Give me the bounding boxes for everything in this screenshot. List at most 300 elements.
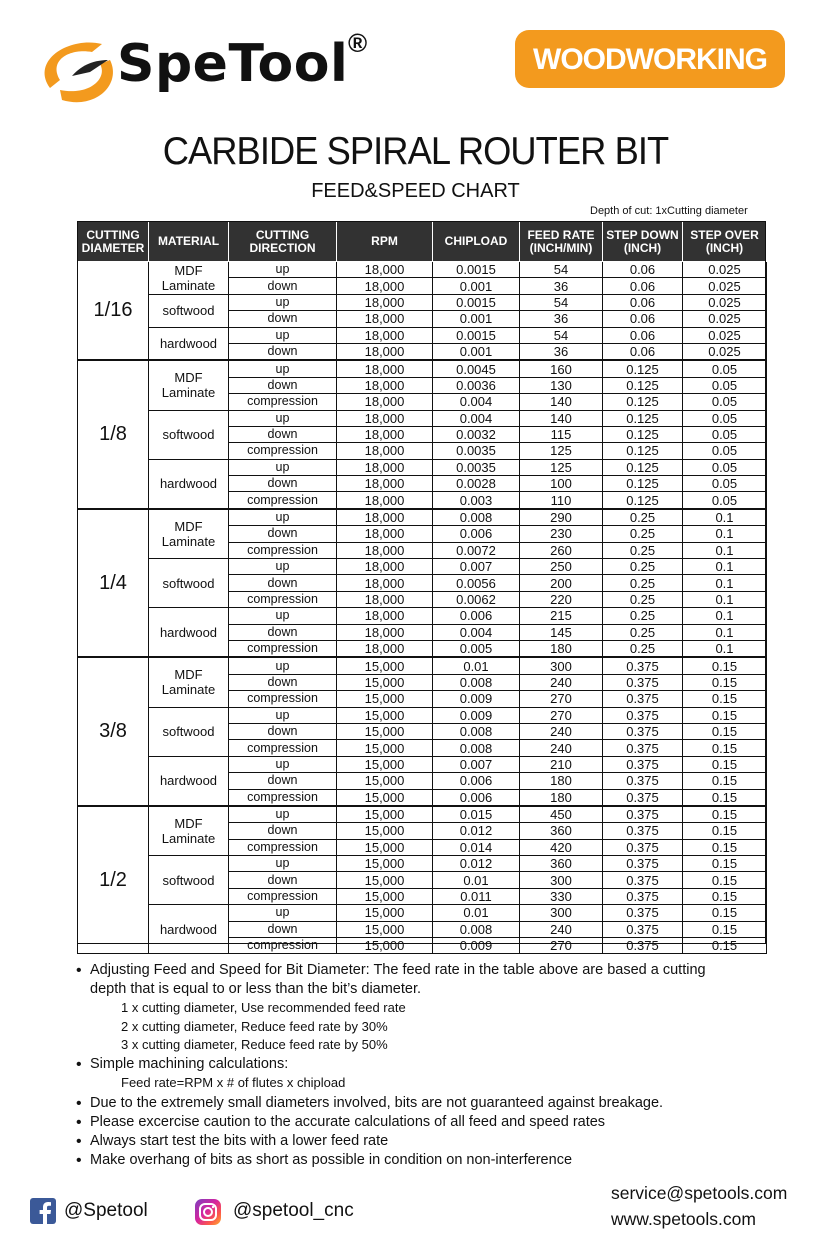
feed-rate-cell: 125 <box>520 459 603 475</box>
direction-cell: down <box>229 773 337 789</box>
direction-cell: compression <box>229 888 337 904</box>
step-down-cell: 0.125 <box>603 443 683 459</box>
feed-rate-cell: 180 <box>520 773 603 789</box>
feed-rate-cell: 240 <box>520 921 603 937</box>
direction-cell: up <box>229 360 337 377</box>
header-material: MATERIAL <box>149 222 229 262</box>
step-down-cell: 0.125 <box>603 459 683 475</box>
step-over-cell: 0.15 <box>683 938 767 954</box>
chipload-cell: 0.001 <box>433 311 520 327</box>
rpm-cell: 18,000 <box>337 526 433 542</box>
feed-rate-cell: 215 <box>520 608 603 624</box>
direction-cell: compression <box>229 591 337 607</box>
feed-rate-cell: 36 <box>520 278 603 294</box>
table-row <box>78 327 767 343</box>
feed-rate-cell: 450 <box>520 806 603 823</box>
feed-rate-cell: 260 <box>520 542 603 558</box>
chipload-cell: 0.0035 <box>433 459 520 475</box>
rpm-cell: 18,000 <box>337 343 433 360</box>
step-over-cell: 0.15 <box>683 657 767 674</box>
step-down-cell: 0.125 <box>603 492 683 509</box>
direction-cell: down <box>229 311 337 327</box>
table-row <box>78 856 767 872</box>
email-link[interactable]: service@spetools.com <box>611 1183 788 1203</box>
rpm-cell: 15,000 <box>337 806 433 823</box>
feed-rate-cell: 140 <box>520 394 603 410</box>
rpm-cell: 15,000 <box>337 856 433 872</box>
chipload-cell: 0.004 <box>433 624 520 640</box>
step-down-cell: 0.375 <box>603 789 683 806</box>
step-over-cell: 0.05 <box>683 377 767 393</box>
step-down-cell: 0.375 <box>603 806 683 823</box>
direction-cell: up <box>229 657 337 674</box>
step-down-cell: 0.25 <box>603 559 683 575</box>
page-subtitle: FEED&SPEED CHART <box>311 180 520 202</box>
rpm-cell: 18,000 <box>337 575 433 591</box>
rpm-cell: 18,000 <box>337 443 433 459</box>
note-bullet: • Simple machining calculations: <box>76 1055 796 1074</box>
feed-rate-cell: 240 <box>520 674 603 690</box>
rpm-cell: 18,000 <box>337 476 433 492</box>
direction-cell: up <box>229 294 337 310</box>
step-down-cell: 0.25 <box>603 526 683 542</box>
rpm-cell: 15,000 <box>337 938 433 954</box>
step-over-cell: 0.15 <box>683 839 767 855</box>
feed-rate-cell: 160 <box>520 360 603 377</box>
material-cell: hardwood <box>149 905 229 954</box>
feed-rate-cell: 180 <box>520 640 603 657</box>
step-over-cell: 0.15 <box>683 789 767 806</box>
rpm-cell: 15,000 <box>337 872 433 888</box>
step-down-cell: 0.375 <box>603 921 683 937</box>
rpm-cell: 18,000 <box>337 624 433 640</box>
step-over-cell: 0.15 <box>683 773 767 789</box>
chipload-cell: 0.0015 <box>433 327 520 343</box>
step-down-cell: 0.06 <box>603 262 683 278</box>
facebook-handle[interactable]: @Spetool <box>64 1200 148 1221</box>
step-down-cell: 0.25 <box>603 640 683 657</box>
step-down-cell: 0.375 <box>603 856 683 872</box>
direction-cell: down <box>229 872 337 888</box>
feed-rate-cell: 115 <box>520 426 603 442</box>
feed-rate-cell: 100 <box>520 476 603 492</box>
chipload-cell: 0.008 <box>433 740 520 756</box>
registered-mark: ® <box>348 28 368 58</box>
direction-cell: down <box>229 723 337 739</box>
step-down-cell: 0.375 <box>603 740 683 756</box>
rpm-cell: 18,000 <box>337 327 433 343</box>
instagram-handle[interactable]: @spetool_cnc <box>233 1200 354 1221</box>
rpm-cell: 15,000 <box>337 823 433 839</box>
feed-rate-cell: 230 <box>520 526 603 542</box>
chipload-cell: 0.0035 <box>433 443 520 459</box>
rpm-cell: 18,000 <box>337 492 433 509</box>
step-over-cell: 0.1 <box>683 640 767 657</box>
direction-cell: compression <box>229 691 337 707</box>
feed-rate-cell: 270 <box>520 707 603 723</box>
material-cell: softwood <box>149 294 229 327</box>
step-down-cell: 0.375 <box>603 905 683 921</box>
feed-rate-cell: 270 <box>520 938 603 954</box>
diameter-cell: 1/8 <box>78 360 149 509</box>
step-over-cell: 0.1 <box>683 608 767 624</box>
step-over-cell: 0.05 <box>683 459 767 475</box>
rpm-cell: 15,000 <box>337 707 433 723</box>
chipload-cell: 0.0015 <box>433 294 520 310</box>
direction-cell: down <box>229 278 337 294</box>
note-bullet: • Always start test the bits with a lower feed rate <box>76 1132 796 1151</box>
step-down-cell: 0.375 <box>603 773 683 789</box>
direction-cell: down <box>229 921 337 937</box>
chipload-cell: 0.008 <box>433 509 520 526</box>
feed-rate-cell: 300 <box>520 657 603 674</box>
step-down-cell: 0.06 <box>603 294 683 310</box>
step-down-cell: 0.125 <box>603 426 683 442</box>
step-over-cell: 0.15 <box>683 921 767 937</box>
rpm-cell: 18,000 <box>337 559 433 575</box>
note-sub: 1 x cutting diameter, Use recommended feed rate <box>121 1000 406 1015</box>
step-over-cell: 0.1 <box>683 526 767 542</box>
table-row <box>78 294 767 310</box>
step-over-cell: 0.1 <box>683 542 767 558</box>
rpm-cell: 18,000 <box>337 278 433 294</box>
direction-cell: up <box>229 756 337 772</box>
step-over-cell: 0.025 <box>683 343 767 360</box>
chipload-cell: 0.005 <box>433 640 520 657</box>
feed-speed-table <box>77 221 767 954</box>
direction-cell: up <box>229 262 337 278</box>
chipload-cell: 0.006 <box>433 526 520 542</box>
material-cell: MDF Laminate <box>149 509 229 559</box>
rpm-cell: 15,000 <box>337 740 433 756</box>
step-over-cell: 0.025 <box>683 327 767 343</box>
feed-rate-cell: 145 <box>520 624 603 640</box>
direction-cell: up <box>229 905 337 921</box>
note-sub: 3 x cutting diameter, Reduce feed rate by 50% <box>121 1037 388 1052</box>
table-header-row <box>78 222 767 262</box>
feed-rate-cell: 110 <box>520 492 603 509</box>
step-down-cell: 0.375 <box>603 657 683 674</box>
direction-cell: down <box>229 823 337 839</box>
step-down-cell: 0.125 <box>603 394 683 410</box>
diameter-cell: 1/16 <box>78 262 149 361</box>
chipload-cell: 0.01 <box>433 657 520 674</box>
step-over-cell: 0.15 <box>683 823 767 839</box>
step-over-cell: 0.15 <box>683 872 767 888</box>
direction-cell: down <box>229 526 337 542</box>
chipload-cell: 0.006 <box>433 773 520 789</box>
direction-cell: down <box>229 624 337 640</box>
rpm-cell: 18,000 <box>337 394 433 410</box>
direction-cell: compression <box>229 492 337 509</box>
direction-cell: compression <box>229 938 337 954</box>
note-bullet <box>76 961 796 999</box>
woodworking-badge: WOODWORKING <box>515 30 785 88</box>
header-feed-rate: FEED RATE (INCH/MIN) <box>520 222 603 262</box>
step-down-cell: 0.375 <box>603 823 683 839</box>
direction-cell: compression <box>229 789 337 806</box>
note-text: Adjusting Feed and Speed for Bit Diameter: The feed rate in the table above are based a cutting <box>90 962 706 978</box>
note-bullet: • Make overhang of bits as short as possible in condition on non-interference <box>76 1151 796 1170</box>
material-cell: hardwood <box>149 327 229 360</box>
step-down-cell: 0.125 <box>603 410 683 426</box>
chipload-cell: 0.0045 <box>433 360 520 377</box>
notes-section <box>76 961 796 1170</box>
step-down-cell: 0.125 <box>603 476 683 492</box>
rpm-cell: 18,000 <box>337 640 433 657</box>
step-over-cell: 0.1 <box>683 624 767 640</box>
step-down-cell: 0.125 <box>603 377 683 393</box>
chipload-cell: 0.015 <box>433 806 520 823</box>
step-down-cell: 0.25 <box>603 575 683 591</box>
material-cell: softwood <box>149 707 229 756</box>
header-step-down: STEP DOWN (INCH) <box>603 222 683 262</box>
step-down-cell: 0.375 <box>603 691 683 707</box>
chipload-cell: 0.009 <box>433 707 520 723</box>
chipload-cell: 0.0032 <box>433 426 520 442</box>
note-text: depth that is equal to or less than the bit’s diameter. <box>90 981 422 997</box>
step-down-cell: 0.06 <box>603 278 683 294</box>
material-cell: hardwood <box>149 459 229 509</box>
step-down-cell: 0.06 <box>603 343 683 360</box>
feed-rate-cell: 300 <box>520 905 603 921</box>
material-cell: MDF Laminate <box>149 262 229 295</box>
direction-cell: down <box>229 426 337 442</box>
chipload-cell: 0.003 <box>433 492 520 509</box>
rpm-cell: 18,000 <box>337 509 433 526</box>
step-down-cell: 0.25 <box>603 591 683 607</box>
feed-rate-cell: 54 <box>520 327 603 343</box>
step-down-cell: 0.375 <box>603 938 683 954</box>
website-link[interactable]: www.spetools.com <box>611 1209 756 1229</box>
step-down-cell: 0.25 <box>603 608 683 624</box>
feed-rate-cell: 270 <box>520 691 603 707</box>
material-cell: MDF Laminate <box>149 657 229 707</box>
chipload-cell: 0.008 <box>433 674 520 690</box>
chipload-cell: 0.0072 <box>433 542 520 558</box>
note-sub: Feed rate=RPM x # of flutes x chipload <box>121 1074 346 1090</box>
material-cell: softwood <box>149 856 229 905</box>
step-down-cell: 0.06 <box>603 311 683 327</box>
chipload-cell: 0.012 <box>433 823 520 839</box>
direction-cell: up <box>229 806 337 823</box>
rpm-cell: 15,000 <box>337 756 433 772</box>
header-chipload: CHIPLOAD <box>433 222 520 262</box>
chipload-cell: 0.0062 <box>433 591 520 607</box>
feed-rate-cell: 54 <box>520 294 603 310</box>
material-cell: hardwood <box>149 756 229 806</box>
rpm-cell: 15,000 <box>337 723 433 739</box>
step-down-cell: 0.375 <box>603 707 683 723</box>
step-down-cell: 0.125 <box>603 360 683 377</box>
table-row <box>78 806 767 823</box>
rpm-cell: 18,000 <box>337 608 433 624</box>
table-row <box>78 756 767 772</box>
step-down-cell: 0.375 <box>603 723 683 739</box>
feed-rate-cell: 36 <box>520 311 603 327</box>
header-cutting-direction: CUTTING DIRECTION <box>229 222 337 262</box>
feed-rate-cell: 250 <box>520 559 603 575</box>
direction-cell: up <box>229 608 337 624</box>
table-row <box>78 262 767 278</box>
rpm-cell: 15,000 <box>337 773 433 789</box>
direction-cell: compression <box>229 443 337 459</box>
step-over-cell: 0.1 <box>683 559 767 575</box>
rpm-cell: 18,000 <box>337 591 433 607</box>
chipload-cell: 0.009 <box>433 691 520 707</box>
rpm-cell: 18,000 <box>337 360 433 377</box>
step-over-cell: 0.15 <box>683 806 767 823</box>
step-over-cell: 0.05 <box>683 410 767 426</box>
step-over-cell: 0.15 <box>683 707 767 723</box>
feed-rate-cell: 300 <box>520 872 603 888</box>
direction-cell: up <box>229 327 337 343</box>
chipload-cell: 0.001 <box>433 278 520 294</box>
step-over-cell: 0.15 <box>683 756 767 772</box>
chipload-cell: 0.004 <box>433 410 520 426</box>
brand-name: SpeTool <box>117 34 349 94</box>
step-over-cell: 0.1 <box>683 591 767 607</box>
direction-cell: compression <box>229 640 337 657</box>
step-over-cell: 0.05 <box>683 360 767 377</box>
rpm-cell: 15,000 <box>337 888 433 904</box>
page-title: CARBIDE SPIRAL ROUTER BIT <box>162 130 669 173</box>
material-cell: softwood <box>149 559 229 608</box>
chipload-cell: 0.007 <box>433 559 520 575</box>
chipload-cell: 0.008 <box>433 723 520 739</box>
rpm-cell: 18,000 <box>337 542 433 558</box>
rpm-cell: 18,000 <box>337 311 433 327</box>
chipload-cell: 0.01 <box>433 905 520 921</box>
step-over-cell: 0.15 <box>683 888 767 904</box>
feed-rate-cell: 240 <box>520 740 603 756</box>
rpm-cell: 18,000 <box>337 459 433 475</box>
chipload-cell: 0.009 <box>433 938 520 954</box>
step-down-cell: 0.25 <box>603 509 683 526</box>
table-row <box>78 608 767 624</box>
step-over-cell: 0.15 <box>683 691 767 707</box>
direction-cell: compression <box>229 542 337 558</box>
feed-rate-cell: 240 <box>520 723 603 739</box>
feed-rate-cell: 330 <box>520 888 603 904</box>
feed-rate-cell: 125 <box>520 443 603 459</box>
rpm-cell: 15,000 <box>337 789 433 806</box>
direction-cell: up <box>229 410 337 426</box>
chipload-cell: 0.007 <box>433 756 520 772</box>
feed-rate-cell: 210 <box>520 756 603 772</box>
depth-note: Depth of cut: 1xCutting diameter <box>590 205 748 217</box>
direction-cell: down <box>229 377 337 393</box>
step-over-cell: 0.15 <box>683 856 767 872</box>
table-row <box>78 657 767 674</box>
table-row <box>78 410 767 426</box>
chipload-cell: 0.011 <box>433 888 520 904</box>
chipload-cell: 0.0028 <box>433 476 520 492</box>
step-down-cell: 0.375 <box>603 839 683 855</box>
direction-cell: up <box>229 559 337 575</box>
chipload-cell: 0.01 <box>433 872 520 888</box>
material-cell: softwood <box>149 410 229 459</box>
direction-cell: down <box>229 343 337 360</box>
chipload-cell: 0.0015 <box>433 262 520 278</box>
feed-rate-cell: 140 <box>520 410 603 426</box>
rpm-cell: 15,000 <box>337 674 433 690</box>
header-step-over: STEP OVER (INCH) <box>683 222 767 262</box>
rpm-cell: 18,000 <box>337 426 433 442</box>
material-cell: MDF Laminate <box>149 806 229 856</box>
chipload-cell: 0.014 <box>433 839 520 855</box>
step-over-cell: 0.05 <box>683 394 767 410</box>
step-over-cell: 0.1 <box>683 575 767 591</box>
chipload-cell: 0.006 <box>433 789 520 806</box>
step-over-cell: 0.025 <box>683 278 767 294</box>
material-cell: MDF Laminate <box>149 360 229 410</box>
rpm-cell: 18,000 <box>337 410 433 426</box>
feed-rate-cell: 54 <box>520 262 603 278</box>
feed-rate-cell: 180 <box>520 789 603 806</box>
direction-cell: up <box>229 459 337 475</box>
table-row <box>78 707 767 723</box>
step-down-cell: 0.25 <box>603 624 683 640</box>
chipload-cell: 0.006 <box>433 608 520 624</box>
step-over-cell: 0.025 <box>683 294 767 310</box>
step-over-cell: 0.15 <box>683 723 767 739</box>
feed-rate-cell: 220 <box>520 591 603 607</box>
rpm-cell: 15,000 <box>337 921 433 937</box>
step-over-cell: 0.025 <box>683 311 767 327</box>
header-cutting-diameter: CUTTING DIAMETER <box>78 222 149 262</box>
feed-rate-cell: 200 <box>520 575 603 591</box>
rpm-cell: 18,000 <box>337 294 433 310</box>
direction-cell: compression <box>229 394 337 410</box>
step-down-cell: 0.375 <box>603 872 683 888</box>
direction-cell: down <box>229 674 337 690</box>
table-row <box>78 459 767 475</box>
table-row <box>78 559 767 575</box>
step-over-cell: 0.05 <box>683 476 767 492</box>
rpm-cell: 15,000 <box>337 657 433 674</box>
step-over-cell: 0.05 <box>683 443 767 459</box>
diameter-cell: 1/4 <box>78 509 149 658</box>
step-down-cell: 0.375 <box>603 756 683 772</box>
rpm-cell: 15,000 <box>337 691 433 707</box>
direction-cell: up <box>229 707 337 723</box>
header-rpm: RPM <box>337 222 433 262</box>
feed-rate-cell: 130 <box>520 377 603 393</box>
chipload-cell: 0.004 <box>433 394 520 410</box>
step-over-cell: 0.05 <box>683 426 767 442</box>
direction-cell: up <box>229 856 337 872</box>
step-over-cell: 0.15 <box>683 740 767 756</box>
step-over-cell: 0.1 <box>683 509 767 526</box>
chipload-cell: 0.008 <box>433 921 520 937</box>
instagram-icon[interactable] <box>195 1199 221 1225</box>
note-bullet: • Please excercise caution to the accurate calculations of all feed and speed rates <box>76 1113 796 1132</box>
step-down-cell: 0.375 <box>603 674 683 690</box>
step-down-cell: 0.06 <box>603 327 683 343</box>
table-row <box>78 509 767 526</box>
direction-cell: down <box>229 476 337 492</box>
chipload-cell: 0.012 <box>433 856 520 872</box>
rpm-cell: 15,000 <box>337 839 433 855</box>
direction-cell: compression <box>229 839 337 855</box>
direction-cell: up <box>229 509 337 526</box>
step-over-cell: 0.05 <box>683 492 767 509</box>
facebook-icon[interactable] <box>30 1198 56 1224</box>
step-over-cell: 0.025 <box>683 262 767 278</box>
direction-cell: compression <box>229 740 337 756</box>
note-sub: 2 x cutting diameter, Reduce feed rate by 30% <box>121 1018 388 1034</box>
